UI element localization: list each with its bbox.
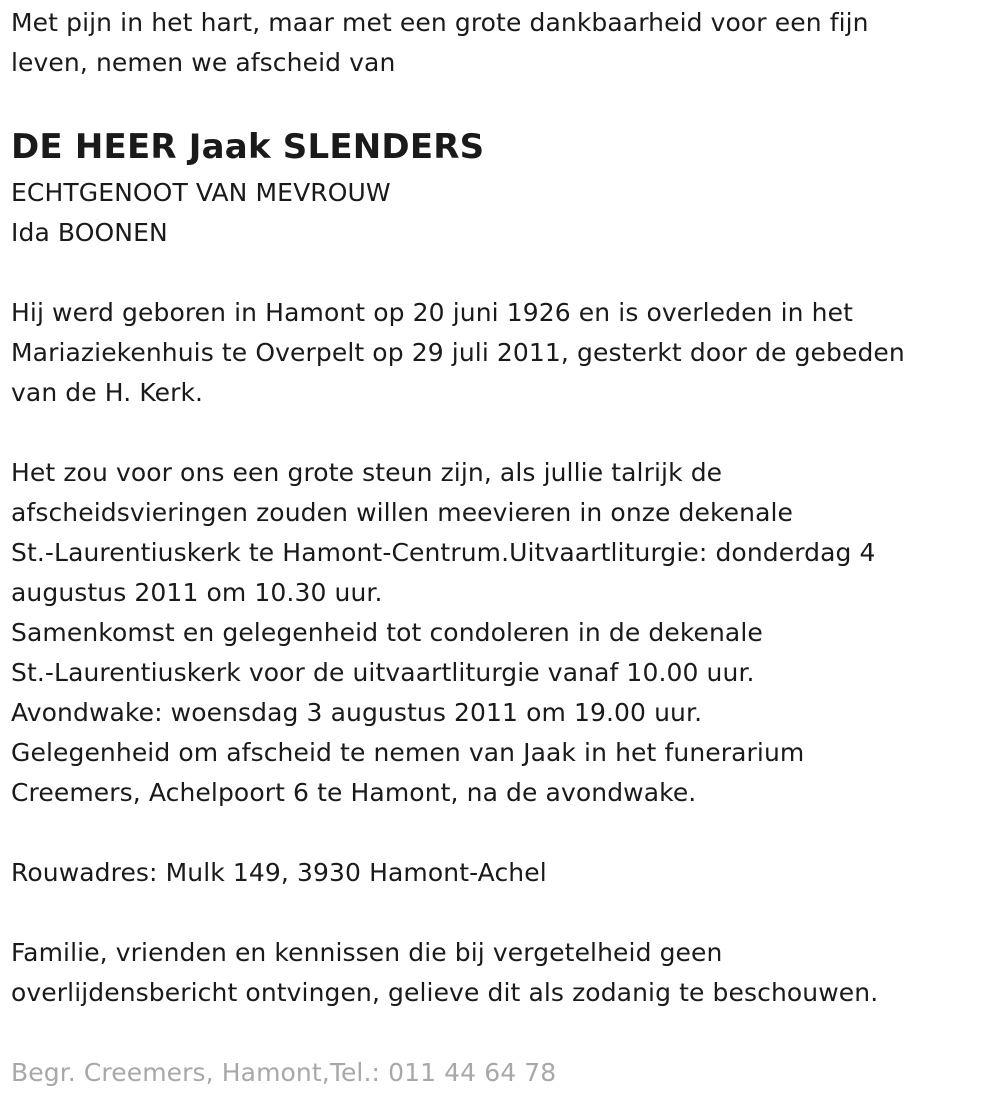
birth-death-line: Mariaziekenhuis te Overpelt op 29 juli 2011, gesterkt door de gebeden bbox=[11, 338, 905, 367]
deceased-name: DE HEER Jaak SLENDERS bbox=[11, 127, 485, 167]
intro-paragraph bbox=[11, 3, 869, 83]
family-note-line: Familie, vrienden en kennissen die bij vergetelheid geen bbox=[11, 938, 723, 967]
ceremony-paragraph bbox=[11, 453, 876, 813]
ceremony-line: Gelegenheid om afscheid te nemen van Jaak in het funerarium bbox=[11, 738, 805, 767]
ceremony-line: afscheidsvieringen zouden willen meevieren in onze dekenale bbox=[11, 498, 794, 527]
birth-death-line: Hij werd geboren in Hamont op 20 juni 1926 en is overleden in het bbox=[11, 298, 853, 327]
spouse-line: Ida BOONEN bbox=[11, 218, 168, 247]
funeral-home-contact: Begr. Creemers, Hamont,Tel.: 011 44 64 78 bbox=[11, 1058, 557, 1087]
ceremony-line: St.-Laurentiuskerk voor de uitvaartliturgie vanaf 10.00 uur. bbox=[11, 658, 755, 687]
family-note-line: overlijdensbericht ontvingen, gelieve dit als zodanig te beschouwen. bbox=[11, 978, 879, 1007]
ceremony-line: St.-Laurentiuskerk te Hamont-Centrum.Uitvaartliturgie: donderdag 4 bbox=[11, 538, 876, 567]
ceremony-line: augustus 2011 om 10.30 uur. bbox=[11, 578, 383, 607]
ceremony-line: Avondwake: woensdag 3 augustus 2011 om 19.00 uur. bbox=[11, 698, 703, 727]
spouse-line: ECHTGENOOT VAN MEVROUW bbox=[11, 178, 391, 207]
birth-death-line: van de H. Kerk. bbox=[11, 378, 204, 407]
spouse-block bbox=[11, 173, 391, 253]
intro-line: leven, nemen we afscheid van bbox=[11, 48, 396, 77]
family-note-paragraph bbox=[11, 933, 878, 1013]
mourning-address: Rouwadres: Mulk 149, 3930 Hamont-Achel bbox=[11, 858, 547, 887]
birth-death-paragraph bbox=[11, 293, 905, 413]
ceremony-line: Samenkomst en gelegenheid tot condoleren in de dekenale bbox=[11, 618, 763, 647]
intro-line: Met pijn in het hart, maar met een grote dankbaarheid voor een fijn bbox=[11, 8, 869, 37]
ceremony-line: Het zou voor ons een grote steun zijn, als jullie talrijk de bbox=[11, 458, 723, 487]
ceremony-line: Creemers, Achelpoort 6 te Hamont, na de avondwake. bbox=[11, 778, 697, 807]
